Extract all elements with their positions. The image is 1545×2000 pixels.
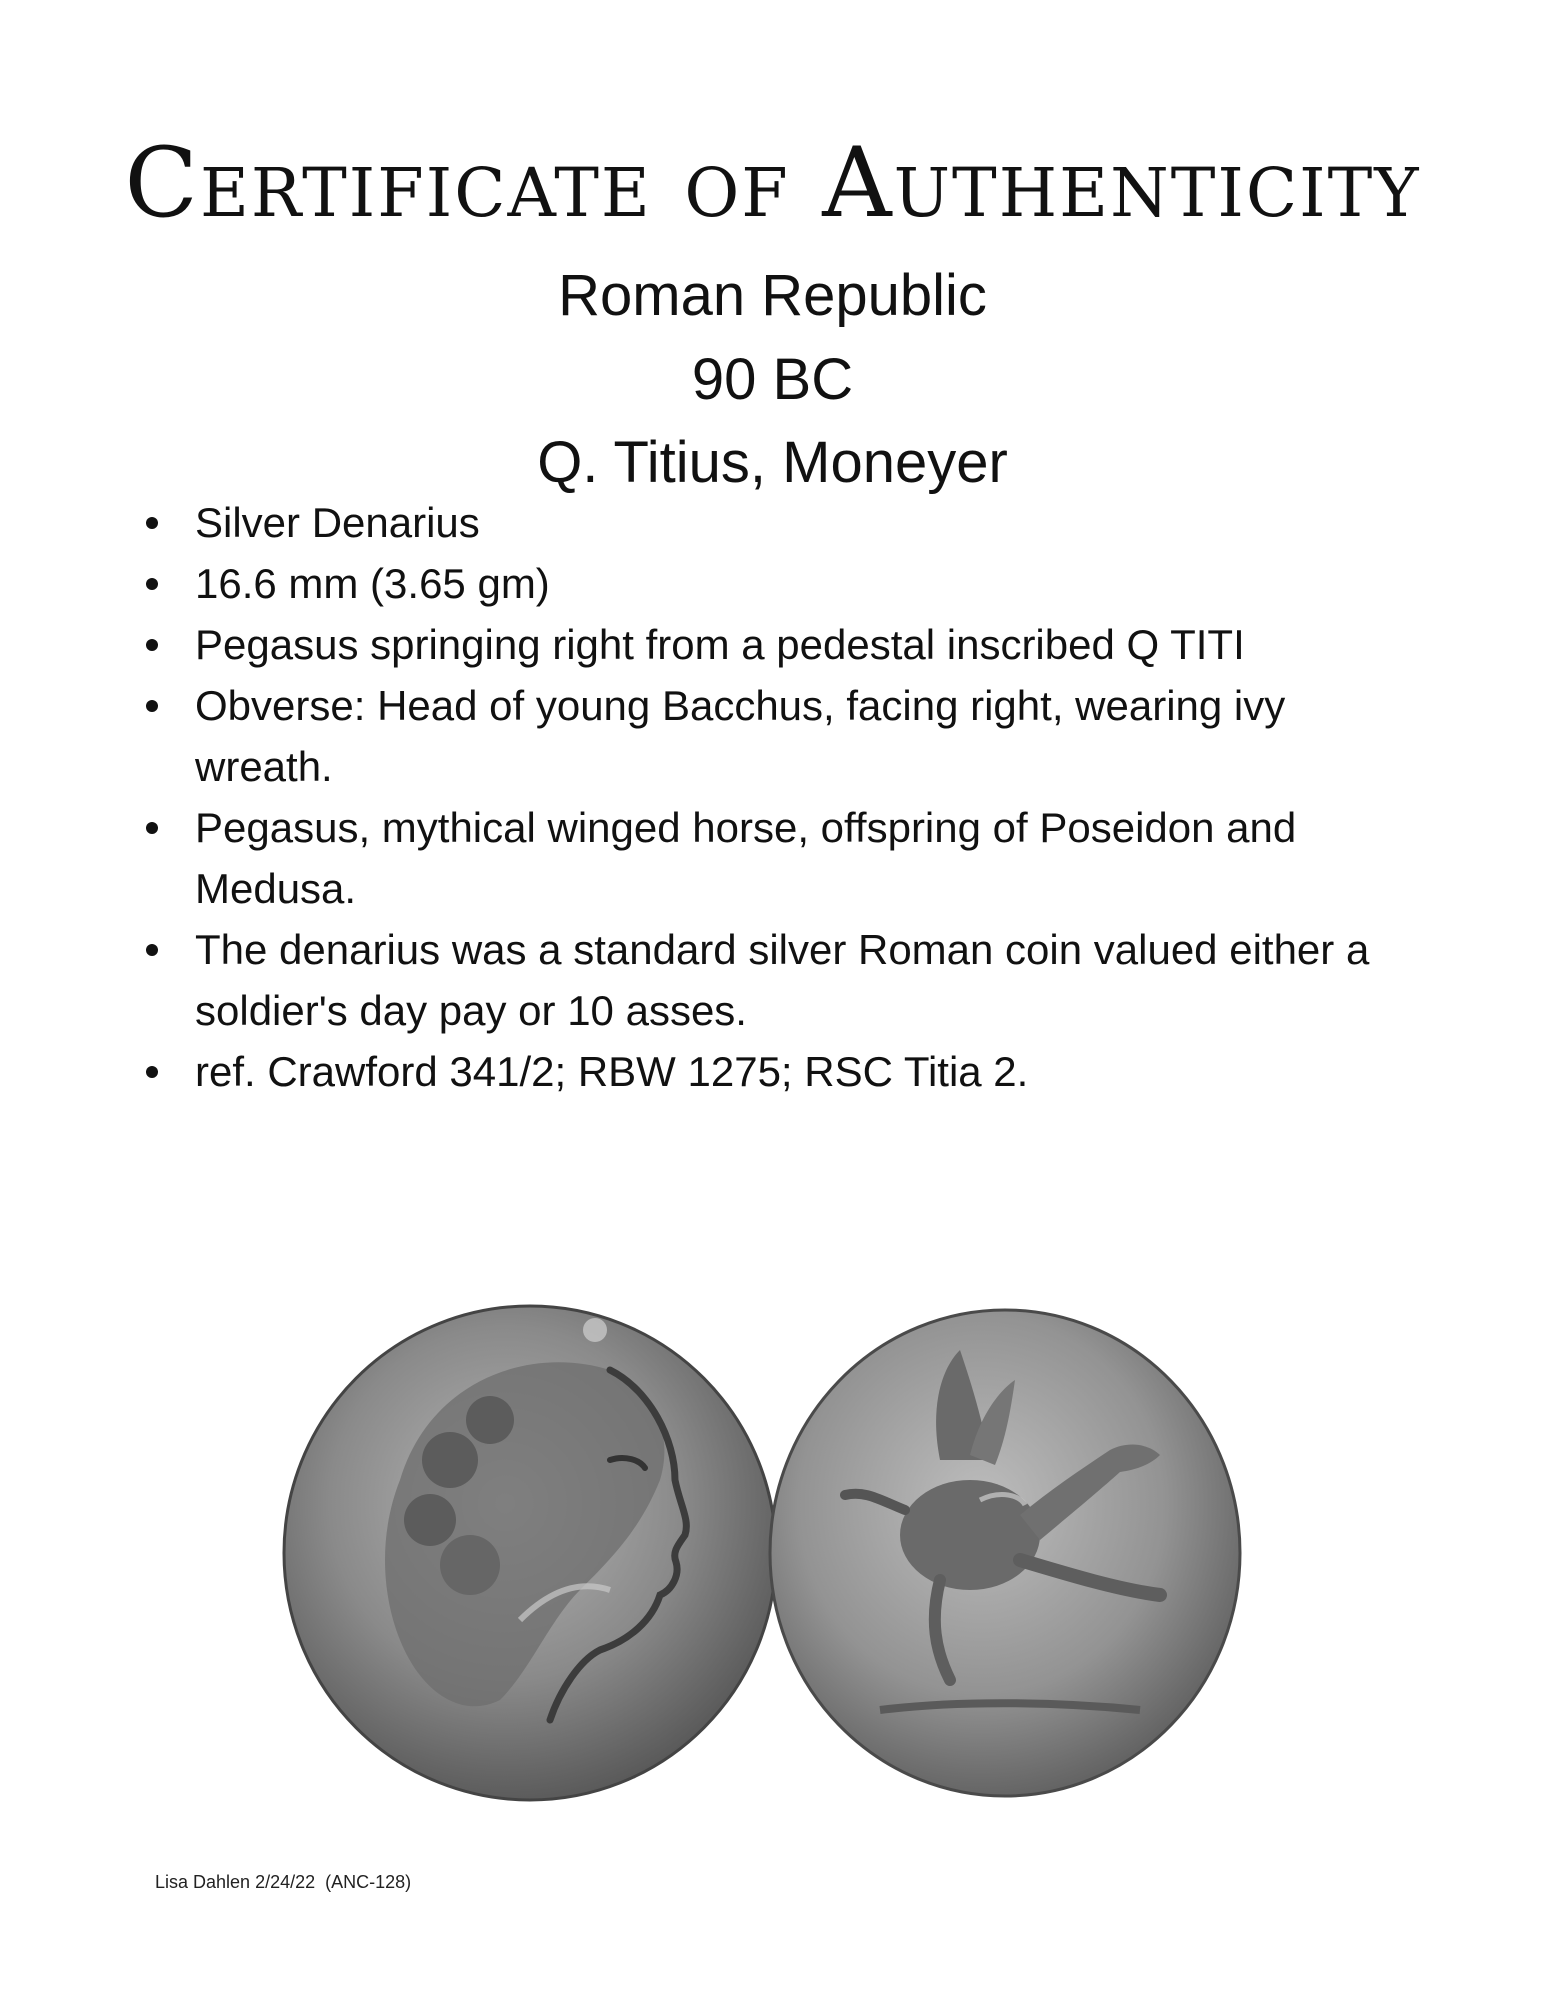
detail-text: 16.6 mm (3.65 gm) <box>195 560 550 607</box>
subtitle-period: Roman Republic <box>558 263 987 328</box>
detail-item <box>143 675 1423 797</box>
coin-photo <box>280 1290 1260 1820</box>
detail-text: Pegasus, mythical winged horse, offspring of Poseidon and Medusa. <box>195 804 1297 912</box>
detail-text: Pegasus springing right from a pedestal inscribed Q TITI <box>195 621 1245 668</box>
bullet-icon <box>146 578 158 590</box>
subtitle-moneyer: Q. Titius, Moneyer <box>537 430 1008 495</box>
detail-item <box>143 919 1423 1041</box>
bullet-icon <box>146 700 158 712</box>
footer-signature: Lisa Dahlen 2/24/22 (ANC-128) <box>155 1872 412 1892</box>
bullet-icon <box>146 822 158 834</box>
subtitle-date: 90 BC <box>691 347 854 412</box>
bullet-icon <box>146 1066 158 1078</box>
coin-details-list <box>143 492 1423 1102</box>
detail-item <box>143 1041 1423 1102</box>
detail-item <box>143 492 1423 553</box>
bullet-icon <box>146 944 158 956</box>
bullet-icon <box>146 639 158 651</box>
detail-item <box>143 797 1423 919</box>
detail-text: ref. Crawford 341/2; RBW 1275; RSC Titia 2. <box>195 1048 1029 1095</box>
detail-item <box>143 614 1423 675</box>
detail-text: Obverse: Head of young Bacchus, facing right, wearing ivy wreath. <box>195 682 1286 790</box>
detail-text: Silver Denarius <box>195 499 480 546</box>
certificate-title: Certificate of Authenticity <box>124 127 1421 239</box>
detail-text: The denarius was a standard silver Roman coin valued either a soldier's day pay or 10 asses. <box>195 926 1370 1034</box>
detail-item <box>143 553 1423 614</box>
reverse-coin <box>770 1310 1240 1796</box>
obverse-coin <box>284 1306 776 1800</box>
bullet-icon <box>146 517 158 529</box>
